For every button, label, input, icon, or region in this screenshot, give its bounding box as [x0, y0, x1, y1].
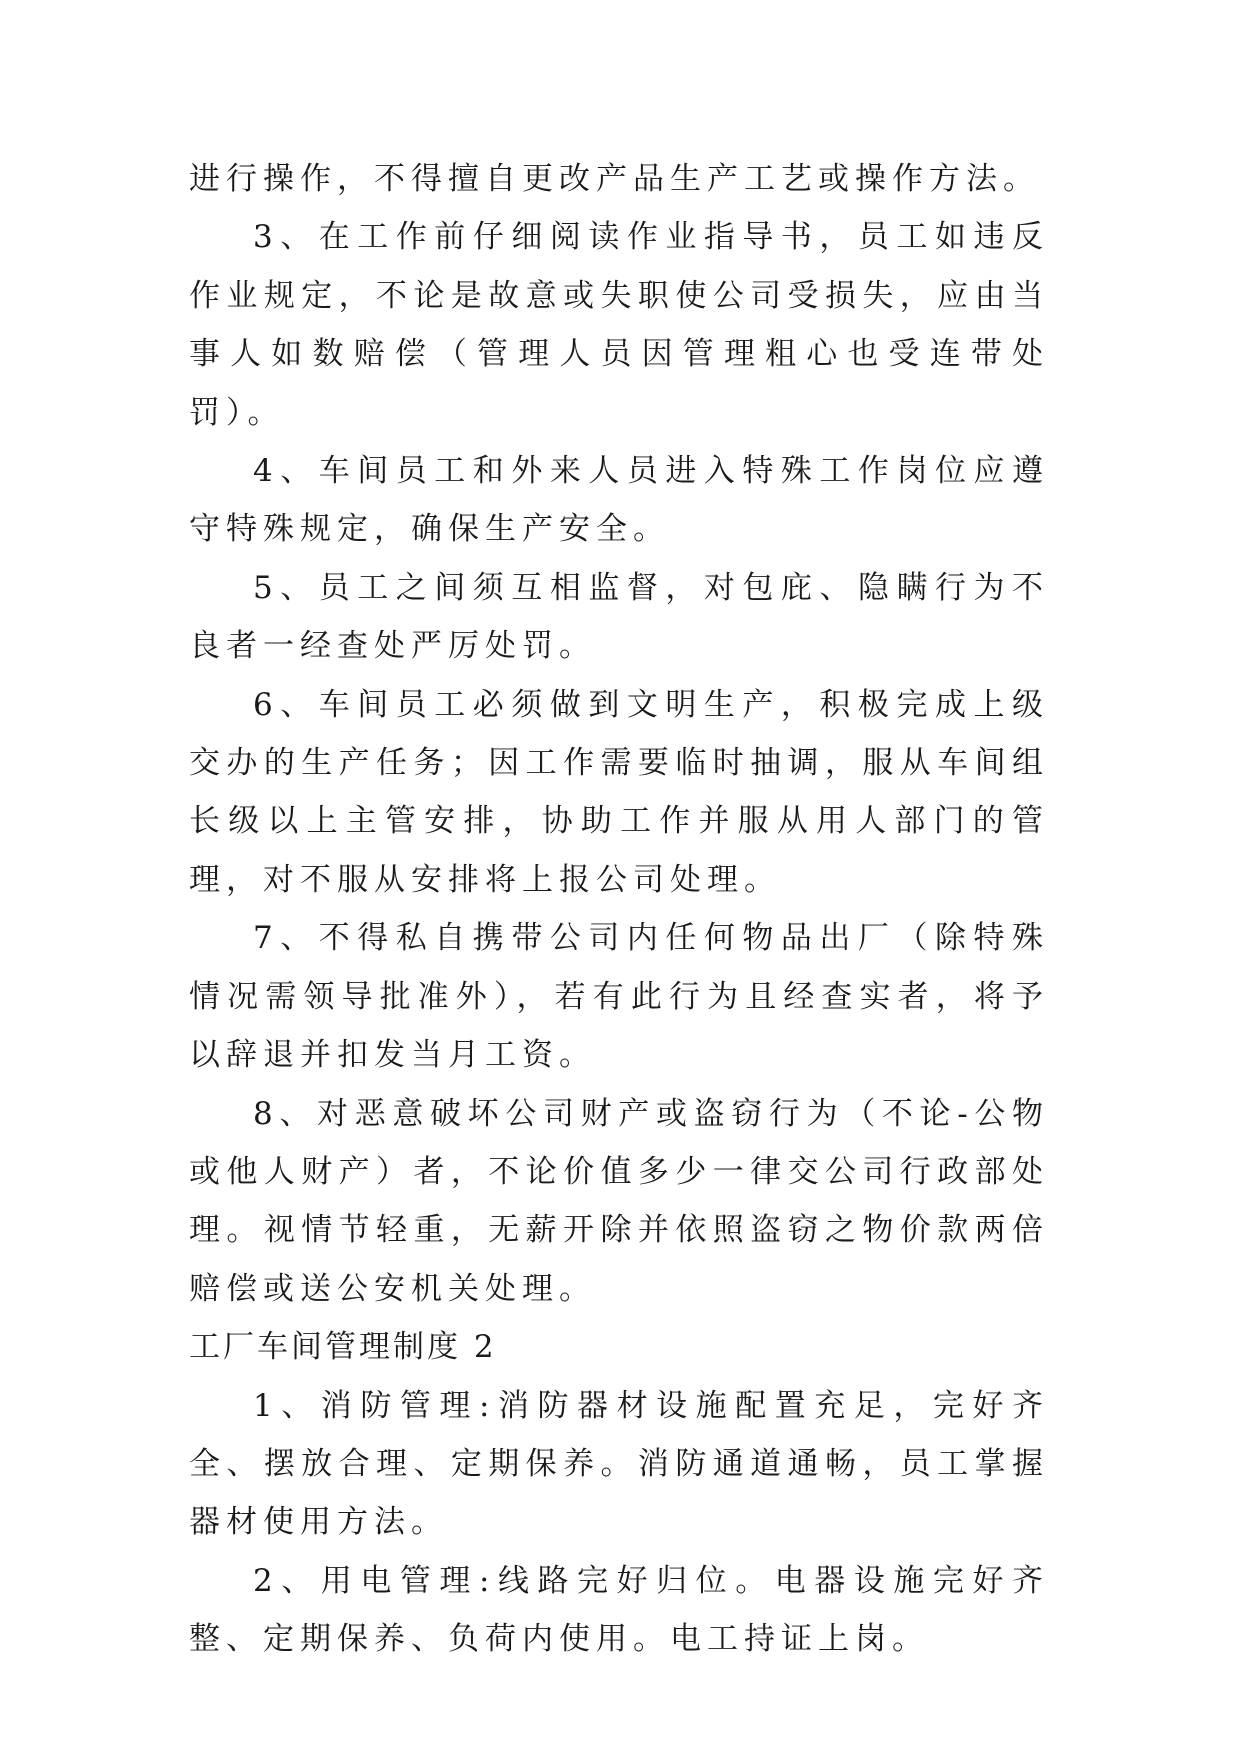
paragraph-item-7: 7、不得私自携带公司内任何物品出厂（除特殊情况需领导批准外），若有此行为且经查实者，将予以辞退并扣发当月工资。 — [189, 920, 1049, 1074]
paragraph-continuation: 进行操作，不得擅自更改产品生产工艺或操作方法。 — [189, 161, 1040, 197]
section-paragraph-1: 1、消防管理:消防器材设施配置充足，完好齐全、摆放合理、定期保养。消防通道通畅，员工掌握器材使用方法。 — [189, 1387, 1049, 1541]
section-heading: 工厂车间管理制度 2 — [189, 1329, 497, 1366]
paragraph-item-8: 8、对恶意破坏公司财产或盗窃行为（不论-公物或他人财产）者，不论价值多少一律交公司行政部处理。视情节轻重，无薪开除并依照盗窃之物价款两倍赔偿或送公安机关处理。 — [189, 1095, 1049, 1307]
paragraph-item-5: 5、员工之间须互相监督，对包庇、隐瞒行为不良者一经查处严厉处罚。 — [189, 569, 1049, 665]
section-paragraph-2: 2、用电管理:线路完好归位。电器设施完好齐整、定期保养、负荷内使用。电工持证上岗。 — [189, 1562, 1049, 1658]
paragraph-item-3: 3、在工作前仔细阅读作业指导书，员工如违反作业规定，不论是故意或失职使公司受损失，应由当事人如数赔偿（管理人员因管理粗心也受连带处罚）。 — [189, 219, 1049, 431]
document-body — [189, 150, 1049, 1669]
paragraph-item-6: 6、车间员工必须做到文明生产，积极完成上级交办的生产任务；因工作需要临时抽调，服从车间组长级以上主管安排，协助工作并服从用人部门的管理，对不服从安排将上报公司处理。 — [189, 686, 1049, 898]
paragraph-item-4: 4、车间员工和外来人员进入特殊工作岗位应遵守特殊规定，确保生产安全。 — [189, 453, 1049, 548]
